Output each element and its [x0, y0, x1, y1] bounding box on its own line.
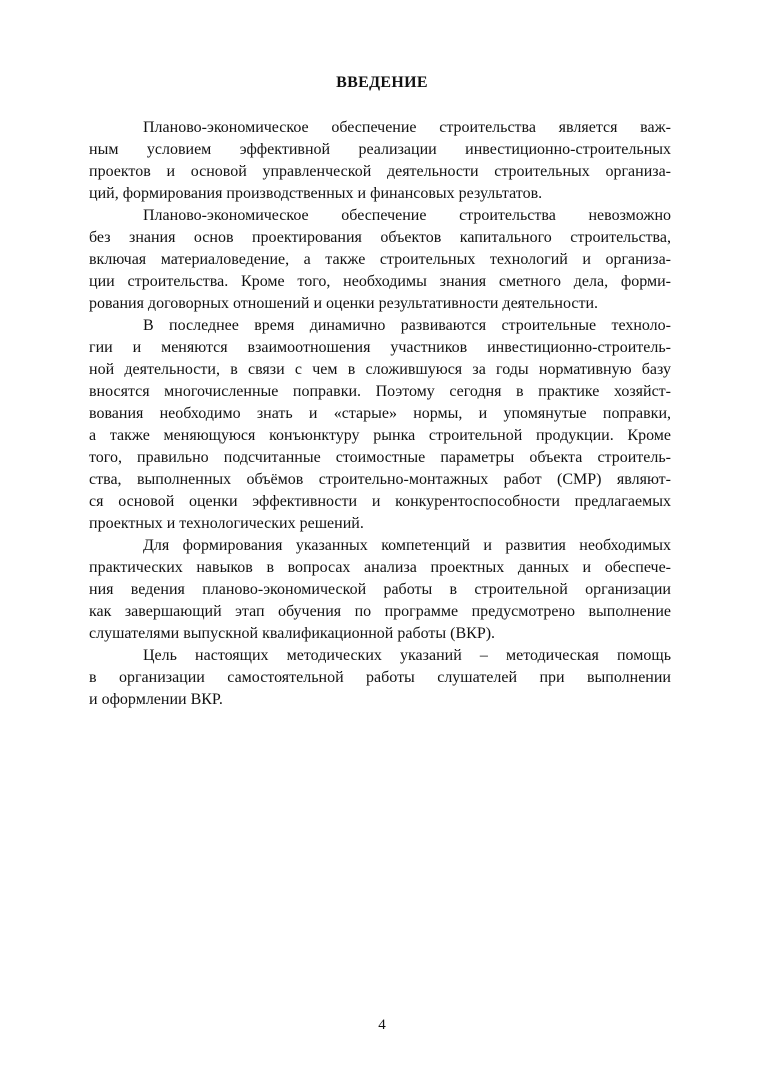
paragraph-1	[89, 117, 671, 205]
text-line: практических навыков в вопросах анализа проектных данных и обеспече-	[89, 559, 671, 576]
text-line: вования необходимо знать и «старые» нормы, и упомянутые поправки,	[89, 405, 671, 422]
text-line: ния ведения планово-экономической работы в строительной организации	[89, 581, 671, 598]
text-line: ций, формирования производственных и финансовых результатов.	[89, 185, 543, 202]
text-line: гии и меняются взаимоотношения участников инвестиционно-строитель-	[89, 339, 671, 356]
text-line: как завершающий этап обучения по программе предусмотрено выполнение	[89, 603, 671, 620]
text-line: вносятся многочисленные поправки. Поэтому сегодня в практике хозяйст-	[89, 383, 671, 400]
text-line: ства, выполненных объёмов строительно-монтажных работ (СМР) являют-	[89, 471, 671, 488]
page-number: 4	[378, 1017, 386, 1033]
text-line: ным условием эффективной реализации инвестиционно-строительных	[89, 141, 671, 158]
text-line: проектов и основой управленческой деятельности строительных организа-	[89, 163, 671, 180]
text-line: в организации самостоятельной работы слушателей при выполнении	[89, 669, 671, 686]
text-line: рования договорных отношений и оценки результативности деятельности.	[89, 295, 599, 312]
text-line: а также меняющуюся конъюнктуру рынка строительной продукции. Кроме	[89, 427, 671, 444]
text-line: включая материаловедение, а также строительных технологий и организа-	[89, 251, 671, 268]
paragraph-5	[89, 645, 671, 711]
body-text	[89, 117, 671, 711]
text-line: слушателями выпускной квалификационной работы (ВКР).	[89, 625, 496, 642]
text-line: ции строительства. Кроме того, необходимы знания сметного дела, форми-	[89, 273, 671, 290]
text-line: проектных и технологических решений.	[89, 515, 364, 532]
text-line: ной деятельности, в связи с чем в сложившуюся за годы нормативную базу	[89, 361, 671, 378]
text-line: ся основой оценки эффективности и конкурентоспособности предлагаемых	[89, 493, 671, 510]
text-line: В последнее время динамично развиваются строительные техноло-	[143, 317, 671, 334]
paragraph-4	[89, 535, 671, 645]
text-line: и оформлении ВКР.	[89, 691, 223, 708]
paragraph-3	[89, 315, 671, 535]
text-line: Цель настоящих методических указаний – методическая помощь	[143, 647, 671, 664]
text-line: Для формирования указанных компетенций и развития необходимых	[143, 537, 671, 554]
text-line: Планово-экономическое обеспечение строительства невозможно	[143, 207, 671, 224]
section-title: ВВЕДЕНИЕ	[336, 74, 428, 91]
text-line: Планово-экономическое обеспечение строительства является важ-	[143, 119, 671, 136]
text-line: того, правильно подсчитанные стоимостные параметры объекта строитель-	[89, 449, 671, 466]
text-line: без знания основ проектирования объектов капитального строительства,	[89, 229, 671, 246]
paragraph-2	[89, 205, 671, 315]
